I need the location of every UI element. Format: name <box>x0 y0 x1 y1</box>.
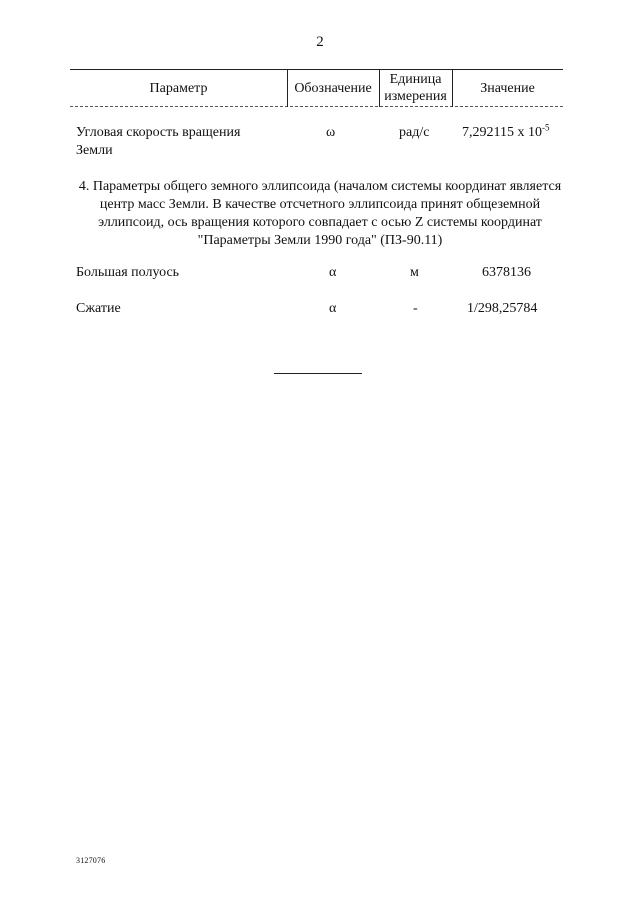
row-angular-value-base: 7,292115 x 10 <box>462 125 542 140</box>
row-flattening-value: 1/298,25784 <box>467 301 538 316</box>
row-semi-axis-parameter: Большая полуось <box>76 265 180 280</box>
section-4-paragraph: 4. Параметры общего земного эллипсоида (началом системы координат является центр масс Земли. В качестве отсчетного эллипсоида принят общеземной эллипсоид, ось вращения которого совпадает с осью Z системы координат "Параметры Земли 1990 года" (ПЗ-90.11) <box>78 179 562 248</box>
row-angular-param-line2: Земли <box>76 143 113 158</box>
table-header <box>70 69 563 107</box>
row-angular-symbol: ω <box>326 125 336 140</box>
row-semi-axis-value: 6378136 <box>482 265 531 280</box>
row-angular-value-exponent: -5 <box>541 122 550 133</box>
row-semi-axis-symbol: α <box>329 265 337 280</box>
row-angular-parameter <box>76 124 276 160</box>
end-divider-line <box>274 373 362 374</box>
header-value: Значение <box>480 80 535 96</box>
row-flattening-parameter: Сжатие <box>76 301 121 316</box>
row-semi-axis-unit: м <box>410 265 419 280</box>
document-code: 3127076 <box>76 856 106 865</box>
header-unit-line1: Единица <box>389 72 442 87</box>
row-angular-value <box>462 124 549 142</box>
row-angular-unit: рад/с <box>399 125 430 140</box>
page-number: 2 <box>316 34 324 50</box>
row-flattening-unit: - <box>413 301 418 316</box>
header-unit <box>379 69 452 107</box>
row-flattening-symbol: α <box>329 301 337 316</box>
header-symbol: Обозначение <box>294 80 372 96</box>
header-unit-line2: измерения <box>384 89 447 104</box>
header-parameter: Параметр <box>149 80 208 96</box>
row-angular-param-line1: Угловая скорость вращения <box>76 125 241 140</box>
